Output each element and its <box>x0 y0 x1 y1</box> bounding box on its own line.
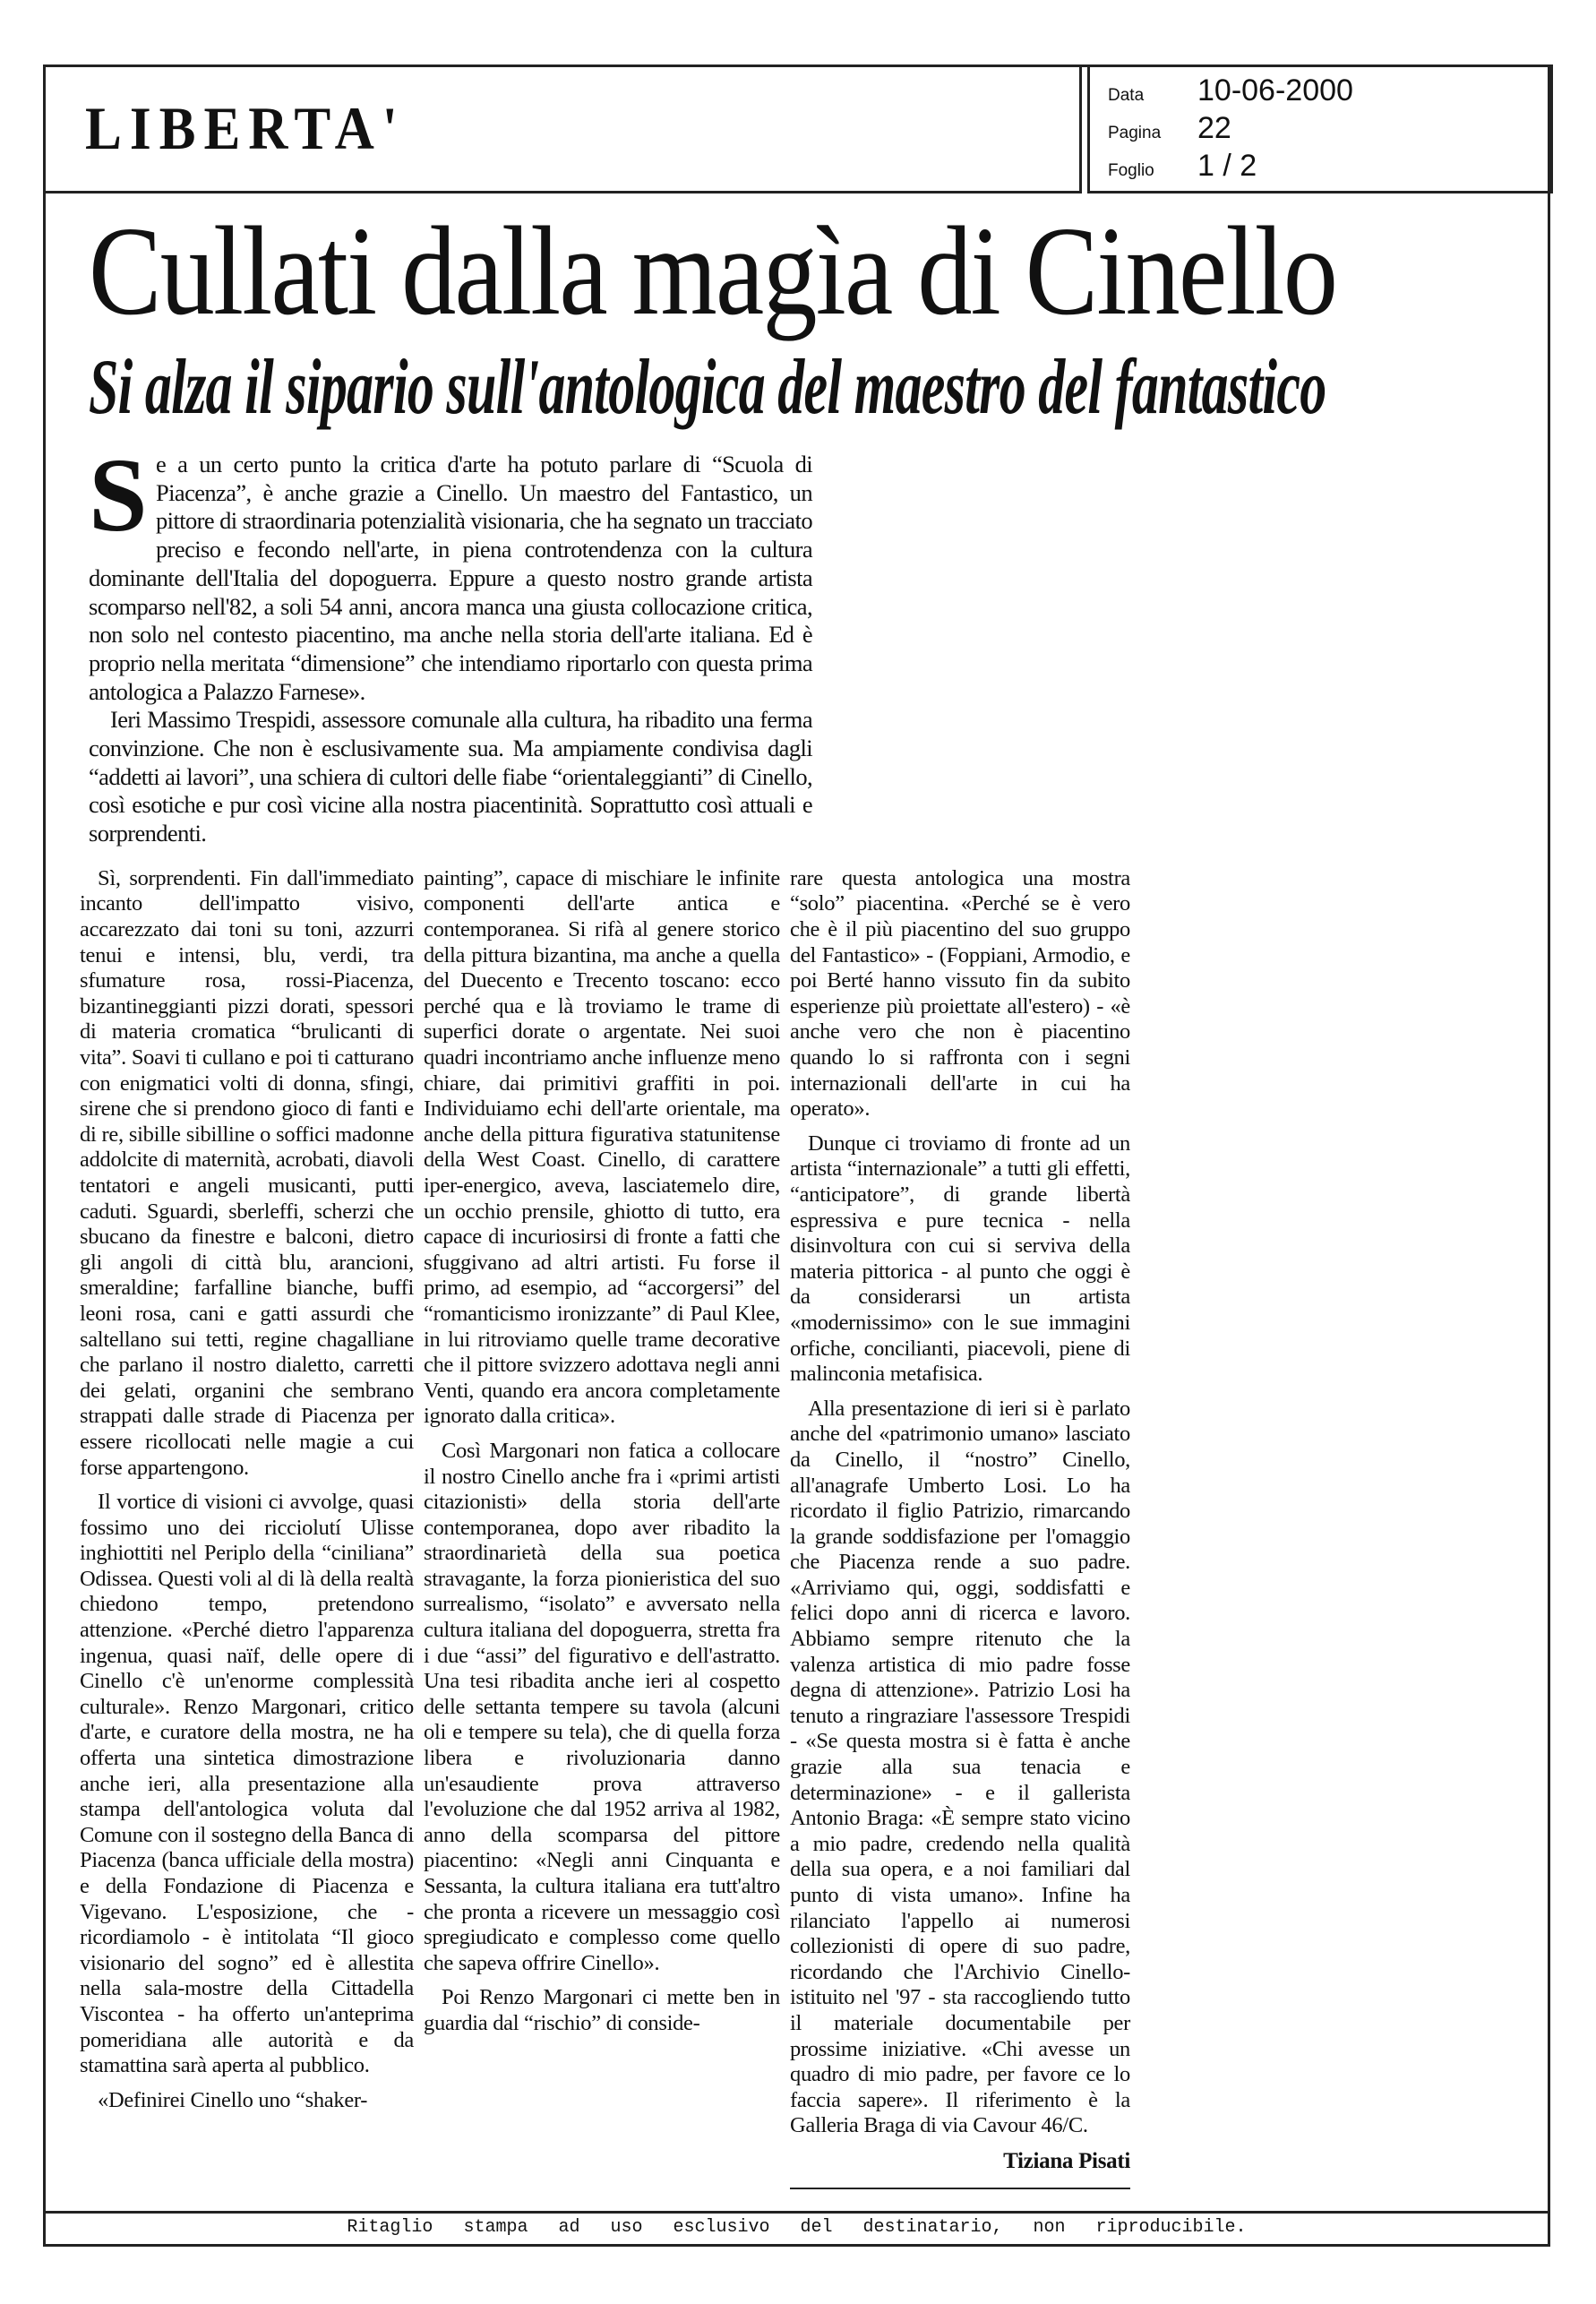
meta-sheet: Foglio 1 / 2 <box>1108 149 1257 183</box>
meta-date: Data 10-06-2000 <box>1108 73 1353 107</box>
clip-metadata-box <box>1087 64 1553 193</box>
intro-paragraph: Ieri Massimo Trespidi, assessore comunale alla cultura, ha ribadito una ferma convinzione. Che non è esclusivamente sua. Ma ampiamente condivisa dagli “addetti ai lavori”, una schiera di cultori delle fiabe “orientaleggianti” di Cinello, così esotiche e pur così vicine alla nostra piacentinità. Soprattutto così attuali e sorprendenti. <box>89 706 812 847</box>
paragraph: Dunque ci troviamo di fronte ad un artista “internazionale” a tutti gli effetti, “anticipatore”, di grande libertà espressiva e pure tecnica - nella disinvoltura con cui si serviva della materia pittorica - al punto che oggi è da considerarsi un artista «modernissimo» con le sue immagini orfiche, concilianti, piacevoli, piene di malinconia metafisica. <box>790 1131 1130 1387</box>
headline: Cullati dalla magìa di Cinello <box>89 200 1337 341</box>
paragraph: «Definirei Cinello uno “shaker- <box>98 2087 368 2112</box>
paragraph: painting”, capace di mischiare le infinite componenti dell'arte antica e contemporanea. Si rifà al genere storico della pittura bizantina, ma anche a quella del Duecento e Trecento toscano: ecco perché qua e là troviamo le trame di superfici dorate o argentate. Nei suoi quadri incontriamo anche influenze meno chiare, dai primitivi graffiti in poi. Individuiamo echi dell'arte orientale, ma anche della pittura figurativa statunitense della West Coast. Cinello, di carattere iper-energico, aveva, lasciatemelo dire, un occhio prensile, ghiotto di tutto, era capace di incuriosirsi di fronte a fatti che sfuggivano ad altri artisti. Fu forse il primo, ad esempio, ad “accorgersi” del “romanticismo ironizzante” di Paul Klee, in lui ritroviamo quelle trame decorative che il pittore svizzero adottava negli anni Venti, quando era ancora completamente ignorato dalla critica». <box>424 865 780 1429</box>
article-intro <box>89 436 812 848</box>
author-byline: Tiziana Pisati <box>1003 2148 1130 2173</box>
subtitle: Si alza il sipario sull'antologica del maestro del fantastico <box>89 344 1326 431</box>
paragraph: Poi Renzo Margonari ci mette ben in guardia dal “rischio” di conside- <box>424 1985 780 2035</box>
drop-cap: S <box>89 436 148 554</box>
page-frame <box>43 64 1550 2247</box>
meta-page: Pagina 22 <box>1108 111 1231 145</box>
article-column-1 <box>80 866 414 2123</box>
paragraph: Così Margonari non fatica a collocare il nostro Cinello anche fra i «primi artisti citazionisti» della storia dell'arte contemporanea, dopo aver ribadito la straordinarietà della sua poetica stravagante, la forza pionieristica del suo surrealismo, “isolato” e avversato nella cultura italiana del dopoguerra, stretta fra i due “assi” del figurativo e dell'astratto. Una tesi ribadita anche ieri al cospetto delle settanta tempere su tavola (alcuni oli e tempere su tela), che di quella forza libera e rivoluzionaria danno un'esaudiente prova attraverso l'evoluzione che dal 1952 arriva al 1982, anno della scomparsa del pittore piacentino: «Negli anni Cinquanta e Sessanta, la cultura italiana era tutt'altro che pronta a ricevere un messaggio così spregiudicato e complesso come quello che sapeva offrire Cinello». <box>424 1438 780 1975</box>
paragraph: Sì, sorprendenti. Fin dall'immediato incanto dell'impatto visivo, accarezzato dai toni su toni, azzurri tenui e intensi, blu, verdi, tra sfumature rosa, rossi-Piacenza, bizantineggianti pizzi dorati, spessori di materia cromatica “brulicanti di vita”. Soavi ti cullano e poi ti catturano con enigmatici volti di donna, sfingi, sirene che si prendono gioco di fanti e di re, sibille sibilline o soffici madonne addolcite di maternità, acrobati, diavoli tentatori e angeli musicanti, putti caduti. Sguardi, sberleffi, scherzi che sbucano da finestre e balconi, dietro gli angoli di città blu, arancioni, smeraldine; farfalline bianche, buffi leoni rosa, cani e gatti assurdi che saltellano sui tetti, regine chagalliane che parlano il nostro dialetto, carretti dei gelati, organini che sembrano strappati dalle strade di Piacenza per essere ricollocati nelle magie a cui forse appartengono. <box>80 865 414 1480</box>
end-rule <box>790 2188 1130 2189</box>
footer-disclaimer: Ritaglio stampa ad uso esclusivo del destinatario, non riproducibile. <box>46 2211 1548 2244</box>
spacer <box>80 2189 1137 2211</box>
newspaper-logo: LIBERTA' <box>85 94 406 162</box>
article-columns <box>80 866 1137 2189</box>
intro-paragraph: e a un certo punto la critica d'arte ha potuto parlare di “Scuola di Piacenza”, è anche grazie a Cinello. Un maestro del Fantastico, un pittore di straordinaria potenzialità visionaria, che ha segnato un tracciato preciso e fecondo nell'arte, in piena controtendenza con la cultura dominante dell'Italia del dopoguerra. Eppure a questo nostro grande artista scomparso nell'82, a soli 54 anni, ancora manca una giusta collocazione critica, non solo nel contesto piacentino, ma anche nella storia dell'arte italiana. Ed è proprio nella meritata “dimensione” che intendiamo riportarlo con questa prima antologica a Palazzo Farnese». <box>89 451 812 705</box>
article-column-3 <box>790 866 1130 2189</box>
paragraph: rare questa antologica una mostra “solo” piacentina. «Perché se è vero che è il più piacentino del suo gruppo del Fantastico» - (Foppiani, Armodio, e poi Berté hanno vissuto fin da subito esperienze più proiettate all'estero) - «è anche vero che non è piacentino quando lo si raffronta con i segni internazionali dell'arte in cui ha operato». <box>790 865 1130 1122</box>
masthead-box <box>43 64 1082 193</box>
paragraph: Alla presentazione di ieri si è parlato anche del «patrimonio umano» lasciato da Cinello, il “nostro” Cinello, all'anagrafe Umberto Losi. Lo ha ricordato il figlio Patrizio, rimarcando la grande soddisfazione per l'omaggio che Piacenza rende a suo padre. «Arriviamo qui, oggi, soddisfatti e felici dopo anni di ricerca e lavoro. Abbiamo sempre ritenuto che la valenza artistica di mio padre fosse degna di attenzione». Patrizio Losi ha tenuto a ringraziare l'assessore Trespidi - «Se questa mostra si è fatta è anche grazie alla sua tenacia e determinazione» - e il gallerista Antonio Braga: «È sempre stato vicino a mio padre, credendo nella qualità della sua opera, e a noi familiari dal punto di vista umano». Infine ha rilanciato l'appello ai numerosi collezionisti di opere di suo padre, ricordando che l'Archivio Cinello- istituito nel '97 - sta raccogliendo tutto il materiale documentabile per prossime iniziative. «Chi avesse un quadro di mio padre, per favore ce lo faccia sapere». Il riferimento è la Galleria Braga di via Cavour 46/C. <box>790 1396 1130 2138</box>
article-column-2 <box>424 866 780 2046</box>
paragraph: Il vortice di visioni ci avvolge, quasi fossimo uno dei ricciolutí Ulisse inghiottiti nel Periplo della “ciniliana” Odissea. Questi voli al di là della realtà chiedono tempo, pretendono attenzione. «Perché dietro l'apparenza ingenua, quasi naïf, delle opere di Cinello c'è un'enorme complessità culturale». Renzo Margonari, critico d'arte, e curatore della mostra, ne ha offerta una sintetica dimostrazione anche ieri, alla presentazione alla stampa dell'antologica voluta dal Comune con il sostegno della Banca di Piacenza (banca ufficiale della mostra) e della Fondazione di Piacenza e Vigevano. L'esposizione, che - ricordiamolo - è intitolata “Il gioco visionario del sogno” ed è allestita nella sala-mostre della Cittadella Viscontea - ha offerto un'anteprima pomeridiana alle autorità e da stamattina sarà aperta al pubblico. <box>80 1490 414 2078</box>
